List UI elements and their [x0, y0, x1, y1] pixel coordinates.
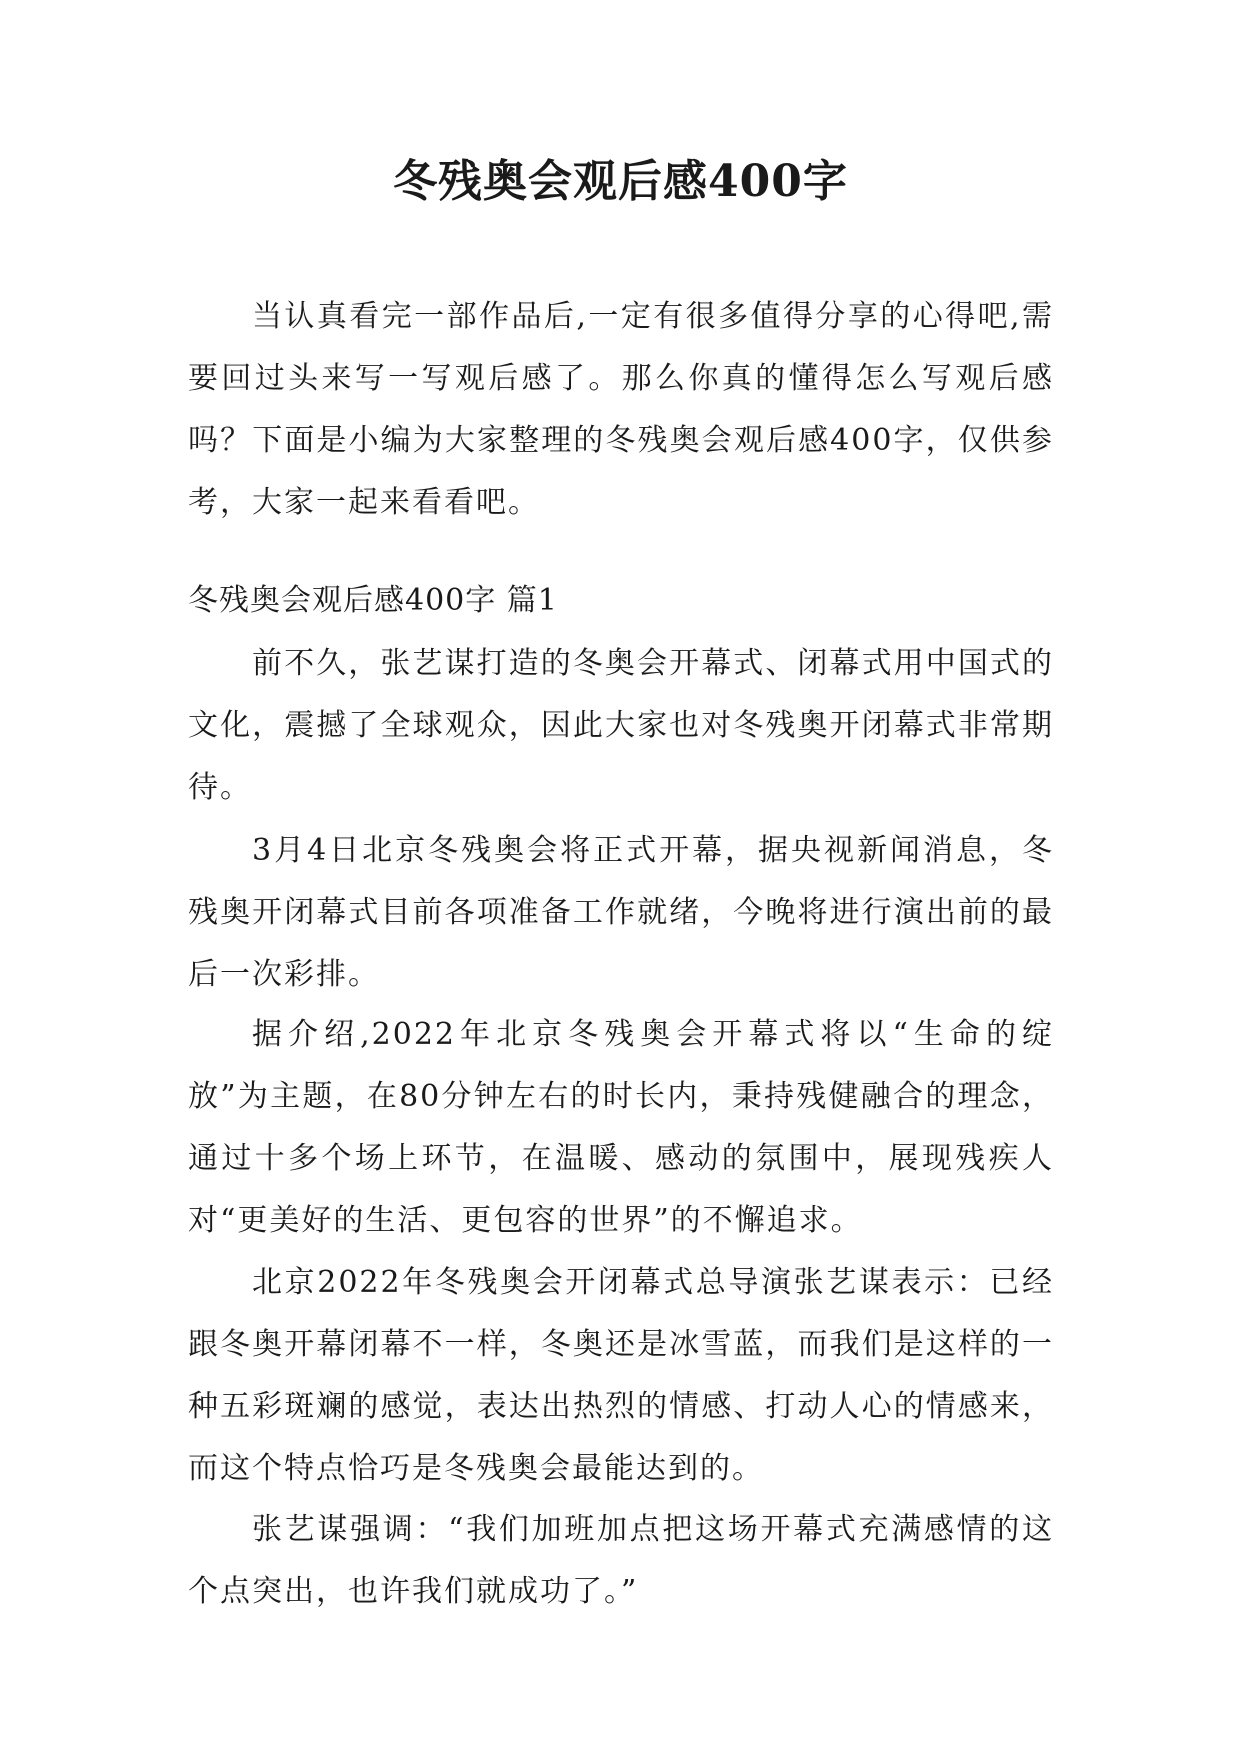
body-paragraph-4: 北京2022年冬残奥会开闭幕式总导演张艺谋表示：已经跟冬奥开幕闭幕不一样，冬奥还是冰雪蓝，而我们是这样的一种五彩斑斓的感觉，表达出热烈的情感、打动人心的情感来，而这个特点恰巧是冬残奥会最能达到的。 [188, 1265, 1054, 1486]
body-paragraph-3: 据介绍,2022年北京冬残奥会开幕式将以“生命的绽放”为主题，在80分钟左右的时长内，秉持残健融合的理念，通过十多个场上环节，在温暖、感动的氛围中，展现残疾人对“更美好的生活、更包容的世界”的不懈追求。 [188, 1017, 1054, 1238]
body-paragraph-5: 张艺谋强调：“我们加班加点把这场开幕式充满感情的这个点突出，也许我们就成功了。” [188, 1512, 1054, 1609]
document-title: 冬残奥会观后感400字 [393, 156, 848, 207]
body-paragraph-2: 3月4日北京冬残奥会将正式开幕，据央视新闻消息，冬残奥开闭幕式目前各项准备工作就绪，今晚将进行演出前的最后一次彩排。 [188, 833, 1054, 992]
section-heading: 冬残奥会观后感400字 篇1 [188, 583, 558, 618]
intro-paragraph: 当认真看完一部作品后,一定有很多值得分享的心得吧,需要回过头来写一写观后感了。那么你真的懂得怎么写观后感吗？下面是小编为大家整理的冬残奥会观后感400字，仅供参考，大家一起来看看吧。 [188, 299, 1054, 520]
body-paragraph-1: 前不久，张艺谋打造的冬奥会开幕式、闭幕式用中国式的文化，震撼了全球观众，因此大家也对冬残奥开闭幕式非常期待。 [188, 646, 1054, 805]
